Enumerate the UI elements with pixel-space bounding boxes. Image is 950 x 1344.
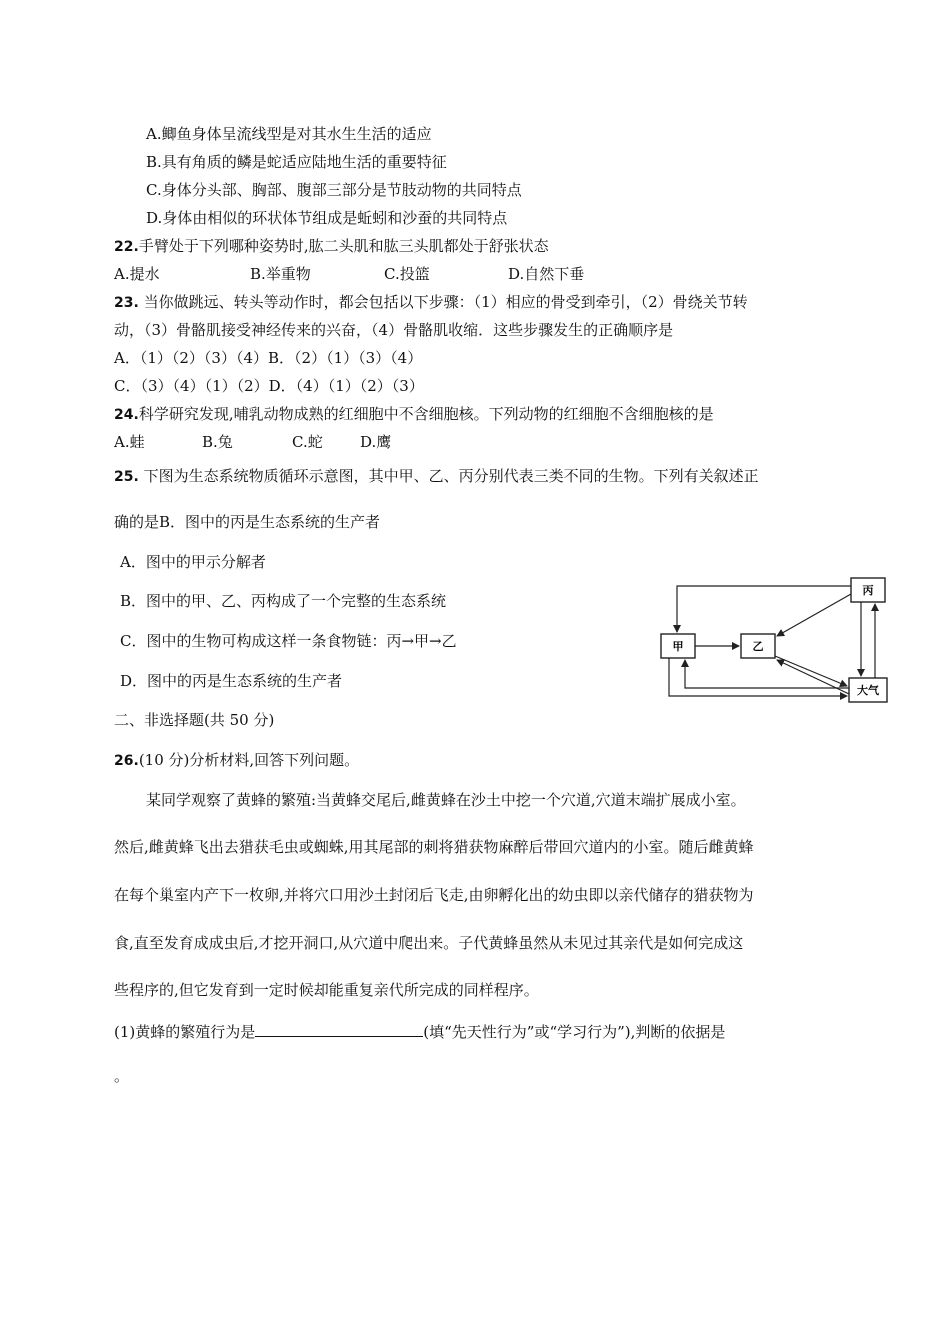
q22-stem: [114, 236, 549, 257]
q25-option-b: B．图中的甲、乙、丙构成了一个完整的生态系统: [120, 592, 447, 610]
q26-number: 26.: [114, 753, 139, 769]
q26-subquestion-1: [114, 1020, 725, 1042]
q26-paragraph-line3: 在每个巢室内产下一枚卵,并将穴口用沙土封闭后飞走,由卵孵化出的幼虫即以亲代储存的猎获物为: [114, 886, 754, 904]
q26-paragraph-line5: 些程序的,但它发育到一定时候却能重复亲代所完成的同样程序。: [114, 981, 539, 999]
q24-option-c: C.蛇: [292, 433, 323, 451]
q25-stem-line1: [114, 466, 759, 487]
q23-stem-line2: 动，（3）骨骼肌接受神经传来的兴奋，（4）骨骼肌收缩．这些步骤发生的正确顺序是: [114, 321, 674, 339]
label-jia: 甲: [672, 640, 684, 653]
q25-stem-line2: 确的是B．图中的丙是生态系统的生产者: [114, 513, 381, 531]
q26-head-text: (10 分)分析材料,回答下列问题。: [138, 751, 360, 769]
answer-blank[interactable]: [255, 1020, 423, 1037]
q22-text: 手臂处于下列哪种姿势时,肱二头肌和肱三头肌都处于舒张状态: [138, 237, 549, 255]
arrow-yi-to-daqi: [775, 656, 847, 686]
arrow-daqi-to-jia: [685, 660, 849, 688]
q23-options-row1: A．（1）（2）（3）（4）B．（2）（1）（3）（4）: [114, 349, 423, 367]
q25-option-c: C．图中的生物可构成这样一条食物链：丙→甲→乙: [120, 632, 457, 650]
q22-option-c: C.投篮: [384, 265, 430, 283]
q21-option-b: B.具有角质的鳞是蛇适应陆地生活的重要特征: [146, 153, 447, 171]
q24-number: 24.: [114, 407, 139, 423]
q26-tail: 。: [114, 1067, 130, 1085]
q23-text-1: 当你做跳远、转头等动作时，都会包括以下步骤：（1）相应的骨受到牵引，（2）骨绕关节转: [138, 293, 748, 311]
label-bing: 丙: [862, 584, 874, 597]
q24-option-a: A.蛙: [114, 433, 145, 451]
q24-text: 科学研究发现,哺乳动物成熟的红细胞中不含细胞核。下列动物的红细胞不含细胞核的是: [138, 405, 714, 423]
q23-options-row2: C．（3）（4）（1）（2）D．（4）（1）（2）（3）: [114, 377, 424, 395]
arrow-daqi-to-yi: [777, 660, 849, 694]
q22-option-b: B.举重物: [250, 265, 311, 283]
q22-number: 22.: [114, 239, 139, 255]
q26-paragraph-line2: 然后,雌黄蜂飞出去猎获毛虫或蜘蛛,用其尾部的刺将猎获物麻醉后带回穴道内的小室。随后雌黄蜂: [114, 838, 754, 856]
q26-heading: [114, 750, 359, 771]
q21-option-d: D.身体由相似的环状体节组成是蚯蚓和沙蚕的共同特点: [146, 209, 508, 227]
q21-option-c: C.身体分头部、胸部、腹部三部分是节肢动物的共同特点: [146, 181, 522, 199]
q23-stem-line1: [114, 292, 748, 313]
q26-paragraph-line1: 某同学观察了黄蜂的繁殖:当黄蜂交尾后,雌黄蜂在沙土中挖一个穴道,穴道末端扩展成小室。: [146, 791, 746, 809]
q26-sub1-suffix: (填“先天性行为”或“学习行为”),判断的依据是: [423, 1023, 726, 1041]
label-daqi: 大气: [857, 684, 879, 697]
q26-paragraph-line4: 食,直至发育成成虫后,才挖开洞口,从穴道中爬出来。子代黄蜂虽然从未见过其亲代是如何完成这: [114, 934, 744, 952]
q24-option-d: D.鹰: [360, 433, 392, 451]
q23-number: 23.: [114, 295, 139, 311]
arrow-jia-to-daqi: [669, 658, 847, 696]
arrow-bing-to-yi: [777, 594, 851, 636]
ecosystem-cycle-diagram: [655, 572, 895, 712]
q22-option-a: A.提水: [114, 265, 160, 283]
q24-stem: [114, 404, 714, 425]
q26-sub1-prefix: (1)黄蜂的繁殖行为是: [114, 1023, 256, 1041]
q24-option-b: B.兔: [202, 433, 233, 451]
q25-option-a: A．图中的甲示分解者: [120, 553, 266, 571]
q22-option-d: D.自然下垂: [508, 265, 585, 283]
q25-text-1: 下图为生态系统物质循环示意图，其中甲、乙、丙分别代表三类不同的生物。下列有关叙述正: [138, 467, 759, 485]
q21-option-a: A.鲫鱼身体呈流线型是对其水生生活的适应: [146, 125, 432, 143]
q25-option-d: D．图中的丙是生态系统的生产者: [120, 672, 343, 690]
section-2-heading: 二、非选择题(共 50 分): [114, 711, 275, 729]
label-yi: 乙: [752, 640, 764, 653]
q25-number: 25.: [114, 469, 139, 485]
